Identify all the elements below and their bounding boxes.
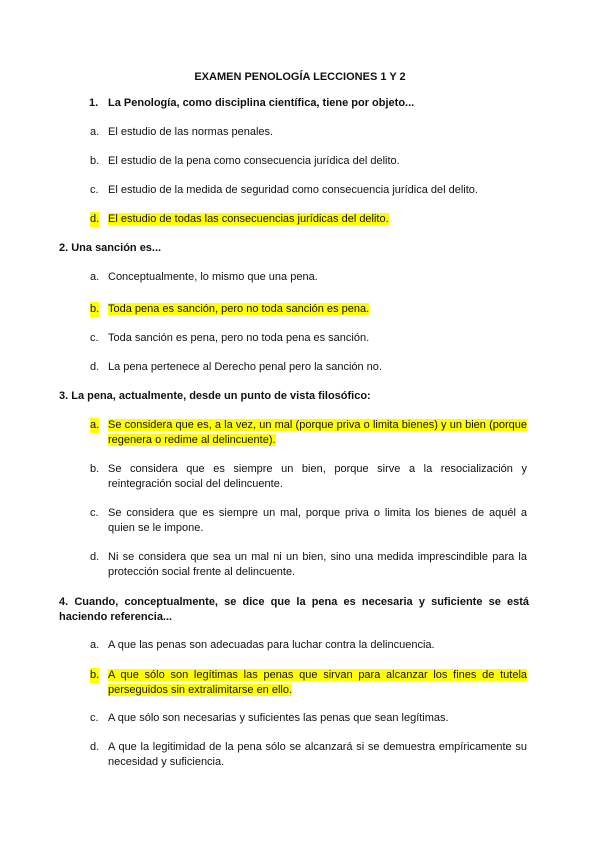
option-1c: [90, 183, 527, 198]
option-text: Se considera que es siempre un bien, porque sirve a la resocialización y reintegración social del delincuente.: [108, 463, 527, 490]
option-text: Se considera que es siempre un mal, porque priva o limita los bienes de aquél a quien se le impone.: [108, 507, 527, 534]
option-text: Toda pena es sanción, pero no toda sanción es pena.: [108, 303, 370, 315]
option-4c: [90, 711, 527, 726]
option-letter: a.: [90, 271, 100, 283]
option-letter: d.: [90, 741, 100, 753]
option-letter: a.: [90, 639, 100, 651]
question-number: 1.: [89, 97, 99, 109]
option-text: El estudio de las normas penales.: [108, 126, 274, 138]
option-2b-highlighted: [90, 302, 527, 317]
option-letter: c.: [90, 332, 99, 344]
option-text: Conceptualmente, lo mismo que una pena.: [108, 271, 318, 283]
option-text: A que la legitimidad de la pena sólo se alcanzará si se demuestra empíricamente su necesidad y suficiencia.: [108, 741, 527, 768]
option-text: El estudio de la medida de seguridad como consecuencia jurídica del delito.: [108, 184, 478, 196]
option-letter: d.: [90, 551, 100, 563]
option-3d: [90, 550, 527, 580]
option-text: A que sólo son legítimas las penas que sirvan para alcanzar los fines de tutela perseguidos sin extralimitarse en ello.: [108, 669, 527, 696]
option-letter: a.: [90, 419, 100, 431]
option-4d: [90, 740, 527, 770]
option-4b-highlighted: [90, 668, 527, 698]
option-text: Ni se considera que sea un mal ni un bien, sino una medida imprescindible para la protección social frente al delincuente.: [108, 551, 527, 578]
option-letter: b.: [90, 463, 100, 475]
option-letter: d.: [90, 213, 100, 225]
option-letter: b.: [90, 155, 100, 167]
option-letter: a.: [90, 126, 100, 138]
option-3a-highlighted: [90, 418, 527, 448]
question-4: 4. Cuando, conceptualmente, se dice que la pena es necesaria y suficiente se está haciendo referencia...: [59, 596, 529, 623]
option-letter: b.: [90, 669, 100, 681]
option-text: Toda sanción es pena, pero no toda pena es sanción.: [108, 332, 370, 344]
option-text: Se considera que es, a la vez, un mal (porque priva o limita bienes) y un bien (porque regenera o redime al delincuente).: [108, 419, 527, 446]
option-2d: [90, 360, 527, 375]
question-2: 2. Una sanción es...: [59, 242, 162, 254]
page-title: EXAMEN PENOLOGÍA LECCIONES 1 Y 2: [194, 71, 406, 83]
option-2c: [90, 331, 527, 346]
option-1a: [90, 125, 527, 140]
option-text: A que sólo son necesarias y suficientes las penas que sean legítimas.: [108, 712, 449, 724]
option-letter: c.: [90, 184, 99, 196]
option-3b: [90, 462, 527, 492]
option-4a: [90, 638, 527, 653]
option-letter: c.: [90, 507, 99, 519]
question-1: [90, 96, 560, 111]
option-letter: b.: [90, 303, 100, 315]
option-2a: [90, 270, 527, 285]
option-text: El estudio de la pena como consecuencia jurídica del delito.: [108, 155, 400, 167]
option-letter: d.: [90, 361, 100, 373]
option-1d-highlighted: [90, 212, 527, 227]
option-text: La pena pertenece al Derecho penal pero la sanción no.: [108, 361, 382, 373]
option-text: A que las penas son adecuadas para luchar contra la delincuencia.: [108, 639, 435, 651]
option-letter: c.: [90, 712, 99, 724]
option-1b: [90, 154, 527, 169]
question-text: La Penología, como disciplina científica, tiene por objeto...: [108, 97, 415, 109]
question-3: 3. La pena, actualmente, desde un punto de vista filosófico:: [59, 390, 371, 402]
option-3c: [90, 506, 527, 536]
option-text: El estudio de todas las consecuencias jurídicas del delito.: [108, 213, 389, 225]
